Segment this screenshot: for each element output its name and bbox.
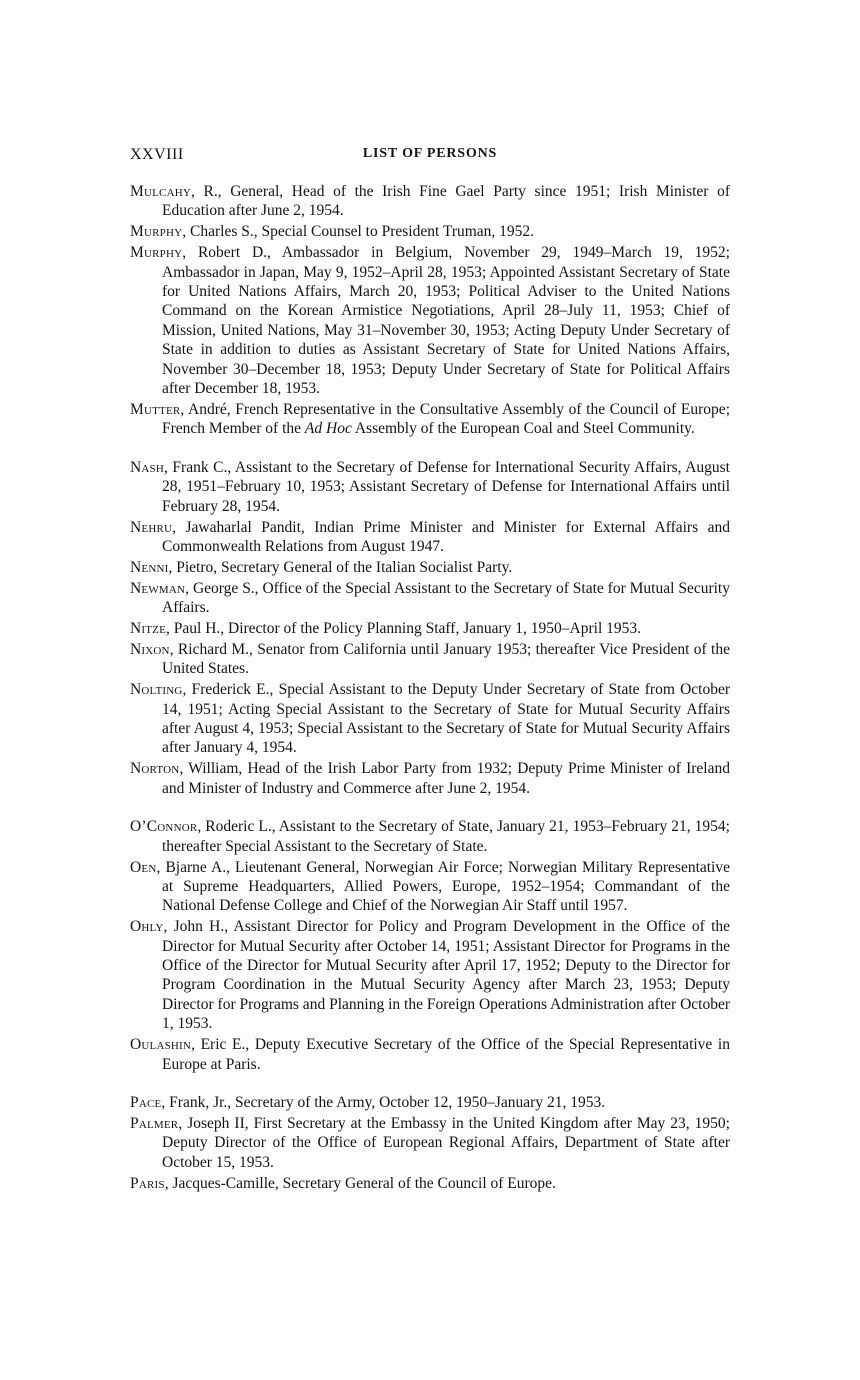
person-surname: Mutter (130, 400, 181, 418)
person-surname: Nash (130, 458, 164, 476)
person-entry (130, 858, 730, 916)
person-surname: O’Connor (130, 818, 198, 836)
person-surname: Oulashin (130, 1036, 192, 1054)
person-surname: Newman (130, 579, 186, 597)
person-description: , Robert D., Ambassador in Belgium, November 29, 1949–March 19, 1952; Ambassador in Japan, May 9, 1952–April 28, 1953; Appointed Assistant Secretary of State for United Nations Affairs, March 20, 1953; Political Adviser to the United Nations Command on the Korean Armistice Negotiations, April 28–July 11, 1953; Chief of Mission, United Nations, May 31–November 30, 1953; Acting Deputy Under Secretary of State in addition to duties as Assistant Secretary of State for United Nations Affairs, November 30–December 18, 1953; Deputy Under Secretary of State for Political Affairs after December 18, 1953. (162, 244, 730, 398)
person-description: , Charles S., Special Counsel to President Truman, 1952. (182, 223, 535, 241)
person-description: , Frederick E., Special Assistant to the Deputy Under Secretary of State from October 14, 1951; Acting Special Assistant to the Secretary of State for Mutual Security Affairs after August 4, 1953; Special Assistant to the Secretary of State for Mutual Security Affairs after January 4, 1954. (162, 681, 730, 757)
person-entry (130, 619, 730, 638)
person-surname: Palmer (130, 1114, 179, 1132)
person-surname: Paris (130, 1174, 165, 1192)
person-entry (130, 1114, 730, 1172)
person-entry (130, 1174, 730, 1193)
person-entry (130, 243, 730, 398)
person-description: , Richard M., Senator from California until January 1953; thereafter Vice President of the United States. (162, 640, 730, 678)
person-description: , Paul H., Director of the Policy Planning Staff, January 1, 1950–April 1953. (166, 620, 641, 638)
person-description: , Pietro, Secretary General of the Italian Socialist Party. (168, 558, 513, 576)
person-description: , Bjarne A., Lieutenant General, Norwegian Air Force; Norwegian Military Representative at Supreme Headquarters, Allied Powers, Europe, 1952–1954; Commandant of the National Defense College and Chief of the Norwegian Air Staff until 1957. (156, 858, 730, 915)
person-description: , André, French Representative in the Consultative Assembly of the Council of Europe; French Member of the (162, 400, 730, 438)
person-surname: Nixon (130, 640, 170, 658)
person-entry (130, 1035, 730, 1074)
person-entry (130, 400, 730, 439)
person-description: , Roderic L., Assistant to the Secretary of State, January 21, 1953–February 21, 1954; thereafter Special Assistant to the Secretary of State. (162, 818, 730, 855)
person-description: , Joseph II, First Secretary at the Embassy in the United Kingdom after May 23, 1950; Deputy Director of the Office of European Regional Affairs, Department of State after October 15, 1953. (162, 1114, 730, 1171)
italic-term: Ad Hoc (304, 420, 352, 438)
person-description-continued: Assembly of the European Coal and Steel Community. (351, 420, 695, 438)
person-description: , Eric E., Deputy Executive Secretary of the Office of the Special Representative in Europe at Paris. (162, 1036, 730, 1073)
person-entry (130, 518, 730, 557)
person-entry (130, 680, 730, 758)
person-surname: Pace (130, 1093, 162, 1111)
person-surname: Nolting (130, 681, 183, 699)
person-surname: Ohly (130, 918, 164, 936)
person-description: , Frank, Jr., Secretary of the Army, October 12, 1950–January 21, 1953. (161, 1093, 606, 1111)
page-number: XXVIII (130, 146, 184, 163)
person-surname: Nitze (130, 620, 167, 638)
person-entry (130, 558, 730, 577)
running-head: LIST OF PERSONS (362, 146, 498, 161)
person-entry (130, 579, 730, 618)
person-entry (130, 640, 730, 679)
persons-list (130, 182, 730, 1195)
person-surname: Mulcahy (130, 183, 192, 200)
person-surname: Norton (130, 760, 180, 778)
person-entry (130, 1093, 730, 1112)
person-entry (130, 222, 730, 241)
person-surname: Oen (130, 858, 157, 876)
person-description: , Frank C., Assistant to the Secretary of Defense for International Security Affairs, August 28, 1951–February 10, 1953; Assistant Secretary of Defense for International Affairs until February 28, 1954. (162, 458, 730, 515)
person-surname: Murphy (130, 244, 183, 262)
person-entry (130, 759, 730, 798)
person-description: , Jawaharlal Pandit, Indian Prime Minister and Minister for External Affairs and Commonwealth Relations from August 1947. (162, 518, 730, 555)
person-description: , George S., Office of the Special Assistant to the Secretary of State for Mutual Security Affairs. (162, 579, 730, 617)
person-description: , John H., Assistant Director for Policy and Program Development in the Office of the Director for Mutual Security after October 14, 1951; Assistant Director for Programs in the Office of the Director for Mutual Security after April 17, 1952; Deputy to the Director for Program Coordination in the Mutual Security Agency after March 23, 1953; Deputy Director for Programs and Planning in the Foreign Operations Administration after October 1, 1953. (162, 918, 730, 1033)
person-surname: Nenni (130, 558, 169, 576)
person-surname: Murphy (130, 223, 183, 241)
person-entry (130, 182, 730, 221)
person-entry (130, 458, 730, 516)
person-description: , Jacques-Camille, Secretary General of the Council of Europe. (164, 1174, 556, 1192)
person-description: , William, Head of the Irish Labor Party from 1932; Deputy Prime Minister of Ireland and Minister of Industry and Commerce after June 2, 1954. (162, 760, 730, 797)
person-entry (130, 917, 730, 1033)
person-description: , R., General, Head of the Irish Fine Gael Party since 1951; Irish Minister of Education after June 2, 1954. (162, 183, 730, 220)
person-surname: Nehru (130, 518, 173, 536)
page-header (130, 146, 730, 166)
person-entry (130, 817, 730, 856)
